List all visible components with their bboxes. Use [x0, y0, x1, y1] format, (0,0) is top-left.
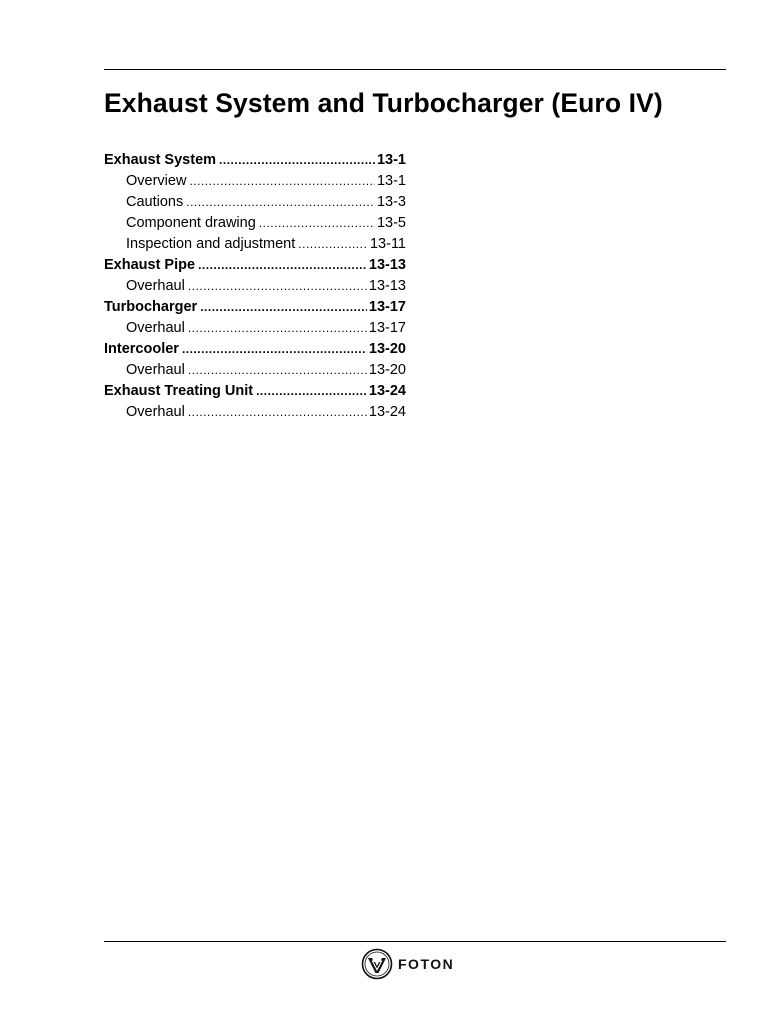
toc-entry[interactable]: [104, 276, 406, 297]
toc-leader-dots: [298, 234, 368, 255]
toc-entry-page: 13-3: [376, 194, 406, 210]
toc-entry-label: Component drawing: [126, 215, 256, 231]
toc-leader-dots: [259, 213, 375, 234]
toc-entry[interactable]: [104, 339, 406, 360]
toc-entry[interactable]: [104, 297, 406, 318]
page-title: Exhaust System and Turbocharger (Euro IV): [104, 88, 663, 118]
toc-entry[interactable]: [104, 150, 406, 171]
toc-leader-dots: [188, 402, 367, 423]
toc-leader-dots: [189, 171, 375, 192]
table-of-contents: [104, 150, 406, 423]
toc-entry-page: 13-20: [368, 341, 406, 357]
toc-entry-label: Exhaust System: [104, 152, 217, 168]
toc-leader-dots: [188, 276, 367, 297]
toc-entry-label: Intercooler: [104, 341, 179, 357]
toc-leader-dots: [219, 150, 375, 171]
toc-leader-dots: [182, 339, 367, 360]
toc-entry-label: Exhaust Pipe: [104, 257, 196, 273]
toc-entry-label: Exhaust Treating Unit: [104, 383, 254, 399]
toc-entry[interactable]: [104, 171, 406, 192]
toc-entry-page: 13-17: [368, 320, 406, 336]
toc-entry-label: Overhaul: [126, 404, 185, 420]
toc-entry-page: 13-11: [369, 236, 406, 252]
toc-entry[interactable]: [104, 402, 406, 423]
brand-name: FOTON: [398, 956, 455, 972]
toc-entry[interactable]: [104, 192, 406, 213]
toc-entry-label: Turbocharger: [104, 299, 198, 315]
toc-leader-dots: [186, 192, 375, 213]
toc-entry-page: 13-1: [376, 173, 406, 189]
toc-entry[interactable]: [104, 255, 406, 276]
foton-logo-icon: [361, 948, 393, 980]
toc-entry-label: Overhaul: [126, 362, 185, 378]
toc-leader-dots: [256, 381, 367, 402]
toc-entry[interactable]: [104, 318, 406, 339]
toc-entry-label: Overhaul: [126, 320, 185, 336]
top-rule: [104, 69, 726, 70]
toc-entry[interactable]: [104, 360, 406, 381]
toc-entry-page: 13-24: [368, 404, 406, 420]
toc-entry-label: Cautions: [126, 194, 184, 210]
toc-leader-dots: [200, 297, 367, 318]
toc-entry-page: 13-13: [368, 257, 406, 273]
toc-entry[interactable]: [104, 234, 406, 255]
toc-entry-page: 13-20: [368, 362, 406, 378]
toc-entry-label: Overview: [126, 173, 187, 189]
toc-entry-label: Overhaul: [126, 278, 185, 294]
toc-entry-label: Inspection and adjustment: [126, 236, 296, 252]
toc-leader-dots: [188, 360, 367, 381]
toc-entry-page: 13-17: [368, 299, 406, 315]
footer-brand: [361, 947, 454, 981]
toc-leader-dots: [198, 255, 367, 276]
toc-entry-page: 13-5: [376, 215, 406, 231]
toc-entry-page: 13-13: [368, 278, 406, 294]
toc-leader-dots: [188, 318, 367, 339]
toc-entry[interactable]: [104, 213, 406, 234]
toc-entry[interactable]: [104, 381, 406, 402]
toc-entry-page: 13-24: [368, 383, 406, 399]
footer-rule: [104, 941, 726, 942]
toc-entry-page: 13-1: [376, 152, 406, 168]
